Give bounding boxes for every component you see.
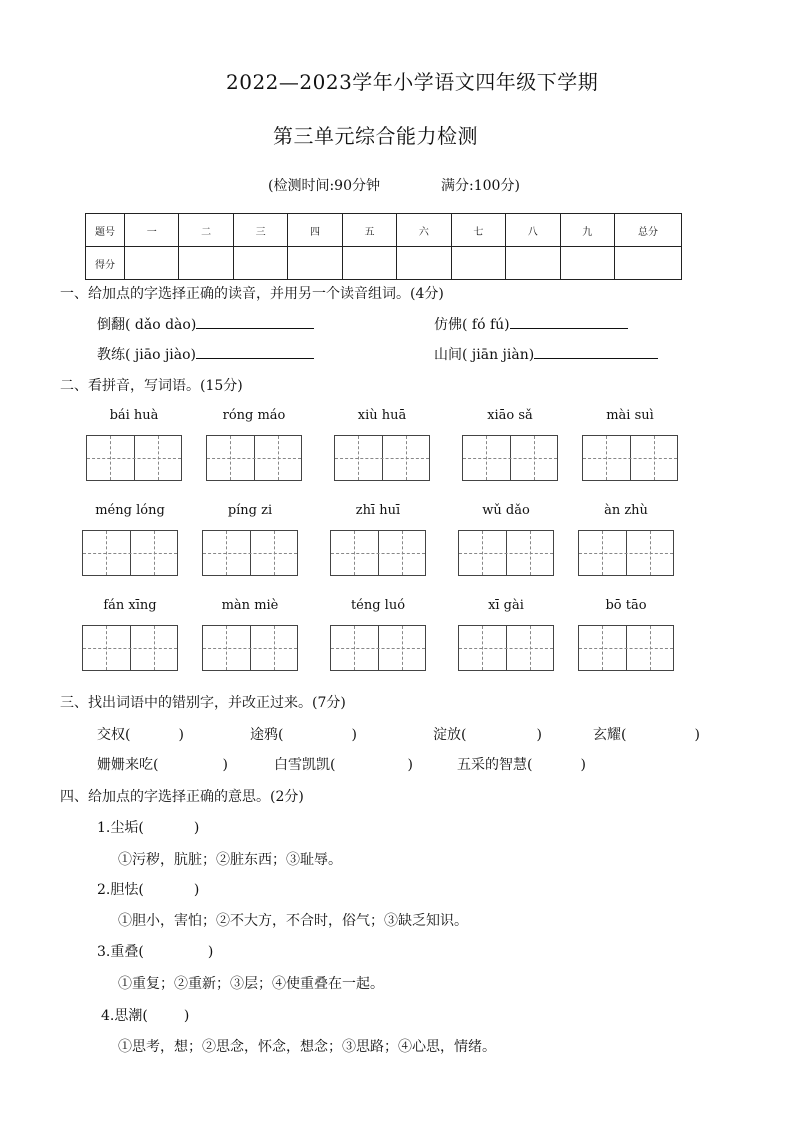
correction-item[interactable]: 淀放( ) [433, 727, 542, 743]
tianzige-box[interactable] [330, 530, 426, 576]
meaning-question[interactable]: 4.思潮( ) [101, 1008, 190, 1024]
guide-line [579, 553, 673, 554]
guide-line [482, 531, 483, 575]
pinyin-label: róng máo [222, 408, 286, 423]
score-cell[interactable] [615, 247, 682, 280]
table-header: 五 [342, 214, 396, 247]
pinyin-label: fán xīng [103, 598, 157, 613]
section1-item [434, 344, 658, 364]
guide-line [226, 626, 227, 670]
guide-line [583, 458, 677, 459]
score-cell[interactable] [342, 247, 396, 280]
guide-line [530, 626, 531, 670]
score-cell[interactable] [288, 247, 342, 280]
item-text: 山间( jiān jiàn) [434, 347, 535, 363]
table-header: 八 [506, 214, 560, 247]
time-info: (检测时间:90分钟 [268, 178, 380, 194]
guide-line [203, 648, 297, 649]
guide-line [354, 626, 355, 670]
item-text: 教练( jiāo jiào) [97, 347, 197, 363]
pinyin-label: xiāo sǎ [487, 408, 533, 423]
score-cell[interactable] [397, 247, 451, 280]
table-row-label: 得分 [86, 247, 125, 280]
correction-item[interactable]: 途鸦( ) [250, 727, 357, 743]
table-header: 三 [233, 214, 287, 247]
tianzige-box[interactable] [458, 530, 554, 576]
guide-line [87, 458, 181, 459]
pinyin-label: píng zi [227, 503, 273, 518]
pinyin-label: àn zhù [604, 503, 648, 518]
guide-line [106, 626, 107, 670]
guide-line [278, 436, 279, 480]
pinyin-label: wǔ dǎo [482, 503, 530, 518]
guide-line [335, 458, 429, 459]
score-table [85, 213, 682, 280]
score-cell[interactable] [125, 247, 179, 280]
correction-item[interactable]: 姗姗来吃( ) [97, 757, 228, 773]
meaning-question[interactable]: 3.重叠( ) [97, 944, 214, 960]
guide-line [83, 648, 177, 649]
tianzige-box[interactable] [82, 530, 178, 576]
table-header: 九 [560, 214, 615, 247]
pinyin-label: mài suì [606, 408, 654, 423]
tianzige-box[interactable] [578, 530, 674, 576]
guide-line [230, 436, 231, 480]
score-cell[interactable] [179, 247, 233, 280]
correction-item[interactable]: 五采的智慧( ) [457, 757, 586, 773]
guide-line [534, 436, 535, 480]
guide-line [602, 626, 603, 670]
guide-line [650, 531, 651, 575]
table-header: 题号 [86, 214, 125, 247]
table-header: 四 [288, 214, 342, 247]
table-header: 二 [179, 214, 233, 247]
pinyin-label: xiù huā [357, 408, 407, 423]
tianzige-box[interactable] [86, 435, 182, 481]
section4-heading: 四、给加点的字选择正确的意思。(2分) [60, 789, 304, 805]
correction-item[interactable]: 玄耀( ) [593, 727, 700, 743]
pinyin-label: téng luó [350, 598, 406, 613]
answer-blank[interactable] [534, 344, 658, 359]
exam-subtitle: 第三单元综合能力检测 [273, 124, 478, 148]
guide-line [606, 436, 607, 480]
guide-line [602, 531, 603, 575]
pinyin-label: méng lóng [95, 503, 165, 518]
section2-heading: 二、看拼音，写词语。(15分) [60, 378, 243, 394]
score-cell[interactable] [233, 247, 287, 280]
guide-line [203, 553, 297, 554]
guide-line [106, 531, 107, 575]
guide-line [406, 436, 407, 480]
meaning-options: ①重复；②重新；③层；④使重叠在一起。 [118, 976, 384, 992]
meaning-options: ①胆小，害怕；②不大方，不合时，俗气；③缺乏知识。 [118, 913, 468, 929]
guide-line [207, 458, 301, 459]
guide-line [154, 531, 155, 575]
tianzige-box[interactable] [202, 625, 298, 671]
section1-item [434, 314, 628, 334]
pinyin-label: màn miè [221, 598, 279, 613]
guide-line [463, 458, 557, 459]
tianzige-box[interactable] [202, 530, 298, 576]
score-table-score-row [86, 247, 682, 280]
pinyin-label: xī gài [488, 598, 524, 613]
table-header: 六 [397, 214, 451, 247]
section1-item [97, 314, 314, 334]
guide-line [459, 648, 553, 649]
answer-blank[interactable] [510, 314, 628, 329]
tianzige-box[interactable] [582, 435, 678, 481]
item-text: 仿佛( fó fú) [434, 317, 510, 333]
score-cell[interactable] [560, 247, 615, 280]
pinyin-label: zhī huī [355, 503, 401, 518]
guide-line [402, 626, 403, 670]
guide-line [274, 626, 275, 670]
guide-line [358, 436, 359, 480]
tianzige-box[interactable] [462, 435, 558, 481]
correction-item[interactable]: 交权( ) [97, 727, 184, 743]
correction-item[interactable]: 白雪凯凯( ) [274, 757, 413, 773]
score-cell[interactable] [451, 247, 505, 280]
guide-line [459, 553, 553, 554]
guide-line [226, 531, 227, 575]
guide-line [650, 626, 651, 670]
guide-line [354, 531, 355, 575]
tianzige-box[interactable] [458, 625, 554, 671]
answer-blank[interactable] [196, 344, 314, 359]
tianzige-box[interactable] [578, 625, 674, 671]
guide-line [579, 648, 673, 649]
tianzige-box[interactable] [206, 435, 302, 481]
guide-line [331, 553, 425, 554]
guide-line [154, 626, 155, 670]
section3-heading: 三、找出词语中的错别字，并改正过来。(7分) [60, 695, 346, 711]
answer-blank[interactable] [196, 314, 314, 329]
section1-item [97, 344, 314, 364]
section1-heading: 一、给加点的字选择正确的读音，并用另一个读音组词。(4分) [60, 286, 444, 302]
meaning-options: ①思考，想；②思念，怀念，想念；③思路；④心思，情绪。 [118, 1039, 496, 1055]
score-info: 满分:100分) [441, 178, 520, 194]
meaning-question[interactable]: 1.尘垢( ) [97, 820, 200, 836]
exam-title: 2022—2023学年小学语文四年级下学期 [226, 70, 599, 94]
guide-line [654, 436, 655, 480]
score-cell[interactable] [506, 247, 560, 280]
guide-line [482, 626, 483, 670]
item-text: 倒翻( dǎo dào) [97, 317, 197, 333]
guide-line [331, 648, 425, 649]
tianzige-box[interactable] [82, 625, 178, 671]
meaning-question[interactable]: 2.胆怯( ) [97, 882, 200, 898]
guide-line [486, 436, 487, 480]
tianzige-box[interactable] [330, 625, 426, 671]
guide-line [110, 436, 111, 480]
guide-line [274, 531, 275, 575]
pinyin-label: bō tāo [605, 598, 647, 613]
pinyin-label: bái huà [109, 408, 159, 423]
table-header: 总分 [615, 214, 682, 247]
table-header: 七 [451, 214, 505, 247]
guide-line [158, 436, 159, 480]
table-header: 一 [125, 214, 179, 247]
meaning-options: ①污秽，肮脏；②脏东西；③耻辱。 [118, 852, 342, 868]
guide-line [530, 531, 531, 575]
guide-line [83, 553, 177, 554]
tianzige-box[interactable] [334, 435, 430, 481]
guide-line [402, 531, 403, 575]
score-table-header-row [86, 214, 682, 247]
